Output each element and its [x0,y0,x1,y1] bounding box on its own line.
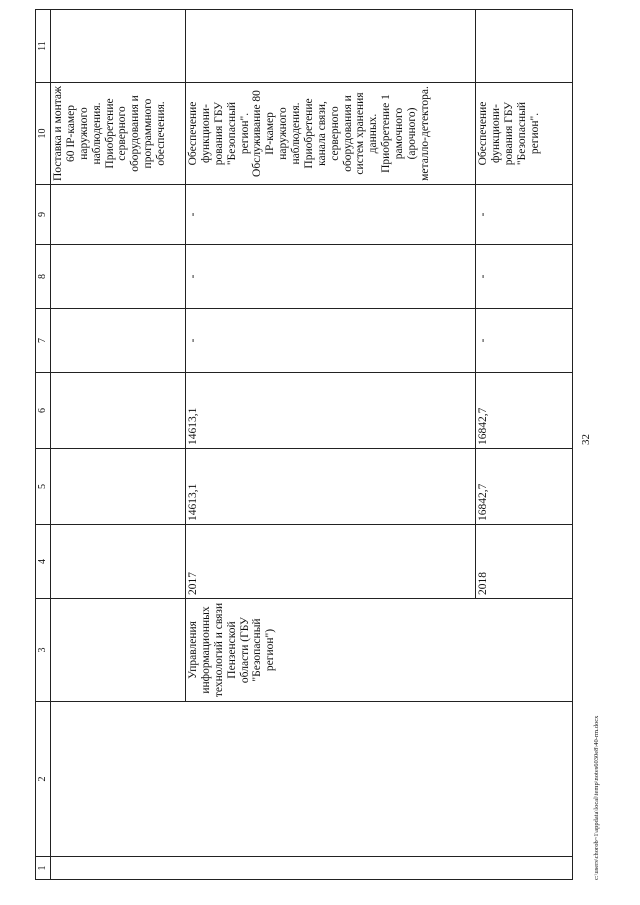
table-row [476,10,573,880]
cell-r2-c7: - [476,309,573,373]
col-header-8: 8 [36,245,51,309]
rotated-page [35,10,610,890]
cell-r0-c11 [51,10,186,83]
cell-r1-c11 [186,10,476,83]
col-header-6: 6 [36,373,51,449]
table-row [186,10,476,880]
cell-r2-c3 [476,599,573,702]
cell-r0-c9 [51,185,186,245]
cell-r2-c10: Обеспечение функциони-рования ГБУ "Безопасный регион". [476,83,573,185]
cell-r2-c9: - [476,185,573,245]
col-header-3: 3 [36,599,51,702]
cell-r0-c8 [51,245,186,309]
col-header-5: 5 [36,449,51,525]
cell-r1-c10: Обеспечение функциони-рования ГБУ "Безопасный регион". Обслуживание 80 IP-камер наружного наблюдения. Приобретение канала связи, серверного оборудования и систем хранения данных. Приобретение 1 рамочного (арочного) металло-детектора. [186,83,476,185]
cell-r2-c1 [476,857,573,880]
col-header-10: 10 [36,83,51,185]
cell-r1-c8: - [186,245,476,309]
cell-r2-c6: 16842,7 [476,373,573,449]
cell-r1-c9: - [186,185,476,245]
cell-r2-c2 [476,702,573,857]
cell-r1-c7: - [186,309,476,373]
cell-r0-c3 [51,599,186,702]
page-number: 32 [580,434,592,445]
cell-r2-c5: 16842,7 [476,449,573,525]
cell-r1-c4: 2017 [186,525,476,599]
col-header-4: 4 [36,525,51,599]
cell-r0-c2 [51,702,186,857]
col-header-2: 2 [36,702,51,857]
cell-r0-c1 [51,857,186,880]
col-header-7: 7 [36,309,51,373]
header-row [36,10,51,880]
cell-r2-c11 [476,10,573,83]
table-row [51,10,186,880]
col-header-9: 9 [36,185,51,245]
cell-r0-c10: Поставка и монтаж 60 IP-камер наружного наблюдения. Приобретение серверного оборудования и программного обеспечения. [51,83,186,185]
footer-file-path: c:\users\chorob~1\appdata\local\temp\notes6030e8\40-rm.docx [593,715,600,880]
cell-r1-c1 [186,857,476,880]
cell-r0-c4 [51,525,186,599]
cell-r2-c8: - [476,245,573,309]
col-header-1: 1 [36,857,51,880]
cell-r0-c7 [51,309,186,373]
col-header-11: 11 [36,10,51,83]
cell-r0-c5 [51,449,186,525]
program-table [35,9,573,880]
cell-r1-c5: 14613,1 [186,449,476,525]
cell-r1-c6: 14613,1 [186,373,476,449]
cell-r0-c6 [51,373,186,449]
cell-r2-c4: 2018 [476,525,573,599]
cell-r1-c3: Управления информационных технологий и связи Пензенской области (ГБУ "Безопасный регион") [186,599,476,702]
cell-r1-c2 [186,702,476,857]
